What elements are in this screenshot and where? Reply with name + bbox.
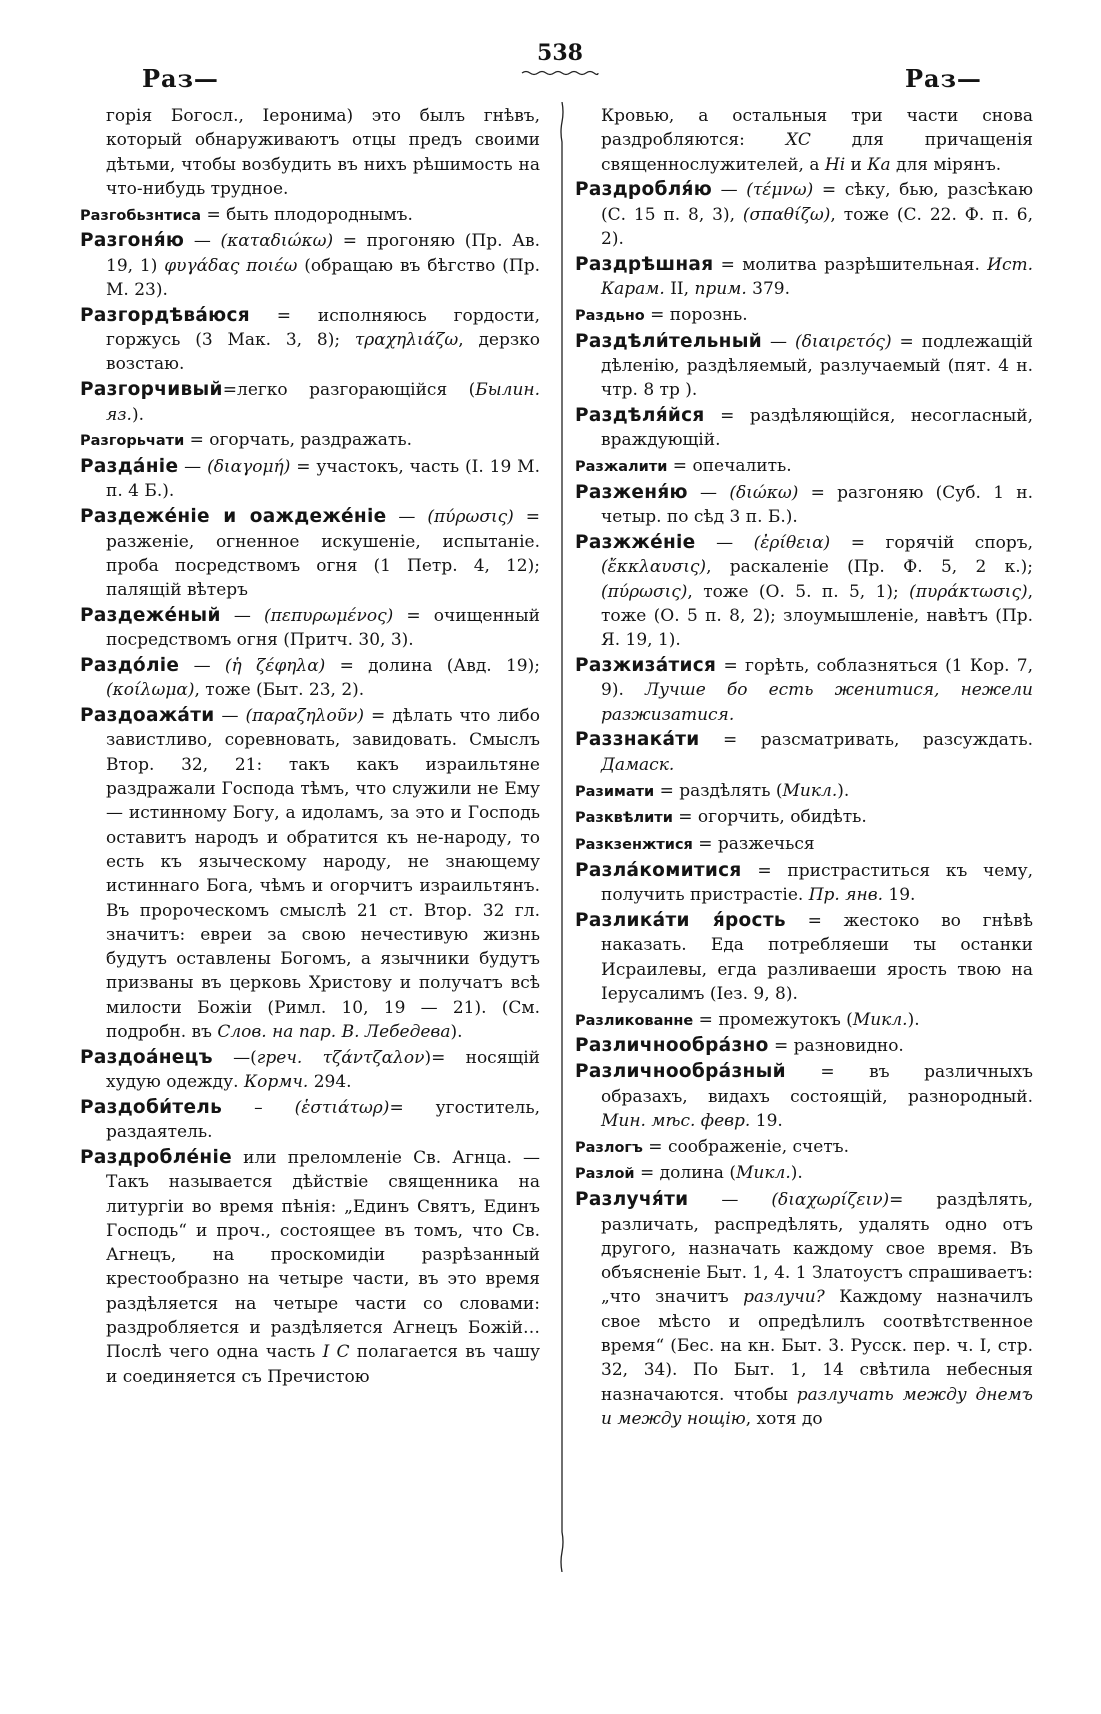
entry-headword: Разлучя́ти xyxy=(575,1189,689,1211)
definition-text: , тоже (О. 5 п. 8, 2); злоумышленіе, навѣтъ (Пр. Я. 19, 1). xyxy=(601,581,1033,651)
dictionary-entry xyxy=(80,455,540,504)
italic-reference: Мин. мѣс. февр. xyxy=(601,1110,751,1131)
entry-headword: Разжиза́тися xyxy=(575,655,717,677)
definition-text: Каждому назначилъ свое мѣсто и опредѣлилъ соотвѣтственное время“ (Бес. на кн. Быт. 3. Русск. пер. ч. I, стр. 32, 34). По Быт. 1, 14 свѣтила небесныя назначаются. чтобы xyxy=(601,1287,1033,1405)
dictionary-entry xyxy=(575,805,1033,830)
definition-text: 294. xyxy=(308,1072,352,1093)
dictionary-entry xyxy=(80,304,540,377)
definition-text: для причащенія священнослужителей, а xyxy=(601,130,1034,175)
italic-reference: Микл. xyxy=(735,1163,791,1184)
entry-headword: Разгорьчати xyxy=(80,433,185,450)
dictionary-entry xyxy=(575,253,1033,302)
greek-equivalent: (ἡ ζέφηλα) xyxy=(224,656,326,677)
definition-text: , хотя до xyxy=(745,1408,823,1429)
entry-headword: Различнообра́зный xyxy=(575,1061,786,1083)
entry-headword: Разликованне xyxy=(575,1012,694,1029)
italic-reference: Пр. янв. xyxy=(808,885,883,906)
greek-equivalent: (διαιρετός) xyxy=(795,331,892,352)
italic-reference: Ист. Карам. xyxy=(601,254,1033,300)
dictionary-entry xyxy=(80,505,540,602)
definition-text: , тоже (О. 5. п. 5, 1); xyxy=(687,581,910,602)
greek-equivalent: φυγάδας ποιέω xyxy=(164,255,298,276)
definition-text: = горячій споръ, xyxy=(830,533,1033,554)
italic-reference: разлучи? xyxy=(743,1287,825,1308)
definition-text: Кровью, а остальныя три части снова раздробляются: xyxy=(601,106,1033,151)
entry-headword: Раздо́ліе xyxy=(80,655,180,677)
entry-headword: Разквѣлити xyxy=(575,810,673,827)
italic-reference: Ка xyxy=(867,154,891,175)
dictionary-entry xyxy=(80,704,540,1044)
greek-equivalent: (ἑστιάτωρ) xyxy=(294,1097,390,1118)
definition-text: и xyxy=(845,154,868,175)
definition-text: 19. xyxy=(883,885,916,906)
definition-text: = разжечься xyxy=(692,834,815,855)
definition-text: = угоститель, раздаятель. xyxy=(106,1097,540,1143)
entry-headword: Раздеже́ный xyxy=(80,604,221,626)
italic-reference: Кормч. xyxy=(243,1072,309,1093)
running-head-left: Раз— xyxy=(142,64,219,93)
dictionary-entry xyxy=(575,728,1033,777)
entry-headword: Раздьно xyxy=(575,307,645,324)
greek-equivalent: (παραζηλοῦν) xyxy=(245,706,364,727)
dictionary-entry xyxy=(575,330,1033,403)
greek-equivalent: (καταδιώκω) xyxy=(220,231,334,252)
entry-headword: Различнообра́зно xyxy=(575,1035,769,1057)
definition-text: (обращаю въ бѣгство (Пр. М. 23). xyxy=(106,255,540,301)
definition-text: —( xyxy=(212,1047,257,1068)
entry-headword: Разгобьзнтиса xyxy=(80,207,202,224)
dictionary-entry xyxy=(575,832,1033,857)
italic-reference: Лучше бо есть женитися, нежели разжизатися. xyxy=(601,680,1033,725)
entry-headword: Раздѣля́йся xyxy=(575,405,705,427)
definition-text: =легко разгорающійся ( xyxy=(222,380,476,401)
dictionary-entry xyxy=(575,404,1033,453)
entry-headword: Разкзенжтися xyxy=(575,837,693,854)
greek-equivalent: (τέμνω) xyxy=(746,180,814,201)
definition-text: – xyxy=(222,1097,295,1118)
italic-reference: разлучать между днемъ и между нощію xyxy=(601,1384,1033,1429)
entry-headword: Раздоби́тель xyxy=(80,1096,223,1118)
dictionary-entry xyxy=(575,859,1033,908)
definition-text: = сѣку, бью, разсѣкаю (С. 15 п. 8, 3), xyxy=(601,180,1033,225)
definition-text: 379. xyxy=(746,279,791,300)
entry-headword: Раздоа́нецъ xyxy=(80,1046,213,1068)
italic-reference: греч. xyxy=(256,1047,303,1068)
definition-text: = очищенный посредствомъ огня (Притч. 30, 3). xyxy=(106,605,540,651)
definition-text: = раздѣляющійся, несогласный, враждующій. xyxy=(601,406,1033,451)
dictionary-entry xyxy=(575,1135,1033,1160)
dictionary-entry xyxy=(80,378,540,427)
definition-text: — xyxy=(688,1190,772,1211)
definition-text: = подлежащій дѣленію, раздѣляемый, разлучаемый (пят. 4 н. чтр. 8 тр ). xyxy=(601,331,1034,401)
entry-headword: Разгордѣва́юся xyxy=(80,304,250,326)
column-divider xyxy=(558,102,566,1572)
definition-text: ). xyxy=(790,1163,803,1184)
right-column xyxy=(575,104,1033,1433)
definition-text: = опечалить. xyxy=(667,456,792,477)
definition-text: = раздѣлять, различать, распредѣлять, удалять одно отъ другого, назначать каждому свое время. Въ объясненіе Быт. 1, 4. 1 Златоустъ спрашиваетъ: „что значитъ xyxy=(601,1190,1033,1308)
definition-text: , раскаленіе (Пр. Ф. 5, 2 к.); xyxy=(706,557,1033,578)
entry-headword: Разлогъ xyxy=(575,1139,643,1156)
entry-headword: Разда́ніе xyxy=(80,456,179,478)
definition-text: = долина (Авд. 19); xyxy=(325,656,540,677)
entry-headword: Раздоажа́ти xyxy=(80,705,215,727)
page-number: 538 xyxy=(537,40,583,66)
definition-text: = раздѣлять ( xyxy=(654,780,783,801)
entry-headword: Разлой xyxy=(575,1166,635,1183)
greek-equivalent: (πυράκτωσις) xyxy=(909,581,1028,602)
definition-text: , тоже (Быт. 23, 2). xyxy=(194,680,365,701)
dictionary-entry xyxy=(80,1146,540,1389)
definition-text: = разгоняю (Суб. 1 н. четыр. по сѣд 3 п. Б.). xyxy=(601,482,1033,528)
definition-text: = долина ( xyxy=(634,1163,736,1184)
left-column xyxy=(80,104,540,1390)
definition-text: — xyxy=(695,533,754,554)
definition-text: ). xyxy=(837,780,850,801)
definition-text: = соображеніе, счетъ. xyxy=(642,1136,849,1157)
entry-headword: Разженя́ю xyxy=(575,481,688,503)
greek-equivalent: (διαγομή) xyxy=(207,457,291,478)
dictionary-entry xyxy=(575,1188,1033,1431)
greek-equivalent: τζάντζαλον xyxy=(322,1047,425,1068)
entry-headword: Раззнака́ти xyxy=(575,729,700,751)
definition-text: II, xyxy=(664,279,695,300)
entry-headword: Разлика́ти я́рость xyxy=(575,910,786,931)
definition-text: — xyxy=(184,231,221,252)
greek-equivalent: (κοίλωμα) xyxy=(106,680,195,701)
dictionary-entry xyxy=(575,303,1033,328)
entry-continuation xyxy=(575,104,1033,177)
definition-text: , дерзко возстаю. xyxy=(106,330,540,375)
definition-text: — xyxy=(762,331,795,352)
definition-text: = дѣлать что либо завистливо, соревновать, завидовать. Смыслъ Втор. 32, 21: такъ какъ израильтяне раздражали Господа тѣмъ, что служили не Ему — истинному Богу, а идоламъ, за это и Господь оставитъ народъ и обратится къ не-народу, то есть къ языческому народу, не знающему истиннаго Бога, чѣмъ и огорчитъ израильтянъ. Въ пророческомъ смыслѣ 21 ст. Втор. 32 гл. значитъ: евреи за свою нечестивую жизнь будутъ оставлены Богомъ, а язычники будутъ призваны въ церковь Христову и получатъ всѣ милости Божіи (Римл. 10, 19 — 21). (См. подробн. въ xyxy=(106,706,541,1042)
definition-text: = разженіе, огненное искушеніе, испытаніе. проба посредствомъ огня (1 Петр. 4, 12); палящій вѣтеръ xyxy=(106,507,540,601)
definition-text: = прогоняю (Пр. Ав. 19, 1) xyxy=(106,231,540,276)
entry-headword: Раздрѣшная xyxy=(575,253,714,275)
italic-reference: Былин. яз. xyxy=(106,380,540,425)
italic-reference: ХС xyxy=(785,130,811,151)
definition-text: полагается въ чашу и соединяется съ Пречистою xyxy=(106,1342,540,1387)
definition-text: или преломленіе Св. Агнца. — Такъ называется дѣйствіе священника на литургіи во время пѣнія: „Единъ Святъ, Единъ Господь“ и проч., состоящее въ томъ, что Св. Агнецъ, на проскомидіи разрѣзанный крестообразно на четыре части, въ это время раздѣляется на четыре части со словами: раздробляется и раздѣляется Агнецъ Божій… Послѣ чего одна часть xyxy=(106,1147,540,1363)
dictionary-entry xyxy=(80,428,540,453)
definition-text: = быть плодороднымъ. xyxy=(201,204,413,225)
dictionary-entry xyxy=(80,1096,540,1145)
italic-reference: Дамаск. xyxy=(601,754,675,775)
definition-text: , тоже (С. 22. Ф. п. 6, 2). xyxy=(601,204,1033,249)
definition-text: = въ различныхъ образахъ, видахъ состоящій, разнородный. xyxy=(601,1062,1033,1107)
entry-continuation xyxy=(80,104,540,201)
italic-reference: Микл. xyxy=(852,1009,908,1030)
greek-equivalent: (διαχωρίζειν) xyxy=(771,1190,890,1211)
definition-text: = горѣть, соблазняться (1 Кор. 7, 9). xyxy=(601,656,1033,701)
dictionary-entry xyxy=(575,1060,1033,1133)
dictionary-entry xyxy=(80,1046,540,1095)
definition-text: — xyxy=(687,482,730,503)
dictionary-entry xyxy=(575,1161,1033,1186)
greek-equivalent: (πύρωσις) xyxy=(601,581,688,602)
entry-headword: Раздробле́ніе xyxy=(80,1146,232,1168)
greek-equivalent: (σπαθίζω) xyxy=(742,204,831,225)
italic-reference: Микл. xyxy=(782,780,838,801)
dictionary-entry xyxy=(80,203,540,228)
definition-text: = промежутокъ ( xyxy=(693,1009,853,1030)
entry-headword: Разгоня́ю xyxy=(80,230,185,252)
definition-text: — xyxy=(178,457,208,478)
definition-text: — xyxy=(712,180,747,201)
entry-headword: Разла́комитися xyxy=(575,859,742,881)
dictionary-entry xyxy=(575,531,1033,652)
definition-text: = огорчать, раздражать. xyxy=(184,430,412,451)
definition-text: = участокъ, часть (І. 19 М. п. 4 Б.). xyxy=(106,457,540,502)
page-number-wavy-rule xyxy=(520,70,600,76)
definition-text xyxy=(302,1048,322,1068)
dictionary-entry xyxy=(575,909,1033,1006)
definition-text: = огорчить, обидѣть. xyxy=(672,807,867,828)
definition-text: )= носящій худую одежду. xyxy=(106,1047,540,1093)
greek-equivalent: (διώκω) xyxy=(729,482,799,503)
greek-equivalent: (πύρωσις) xyxy=(427,507,514,528)
definition-text: = пристраститься къ чему, получить пристрастіе. xyxy=(601,860,1033,906)
entry-headword: Разжалити xyxy=(575,459,668,476)
definition-text: — xyxy=(386,507,428,528)
italic-reference: Ні xyxy=(824,154,846,175)
dictionary-entry xyxy=(80,229,540,302)
entry-headword: Разгорчивый xyxy=(80,379,223,401)
definition-text: ). xyxy=(131,404,144,425)
definition-text: = порознь. xyxy=(644,304,748,325)
definition-text: — xyxy=(220,605,265,626)
dictionary-entry xyxy=(575,481,1033,530)
definition-text: = исполняюсь гордости, горжусь (3 Мак. 3, 8); xyxy=(106,305,540,351)
dictionary-entry xyxy=(575,1034,1033,1058)
dictionary-entry xyxy=(575,654,1033,727)
entry-headword: Раздѣли́тельный xyxy=(575,330,763,352)
entry-headword: Разжже́ніе xyxy=(575,532,696,554)
running-head-right: Раз— xyxy=(905,64,982,93)
definition-text: ). xyxy=(450,1021,463,1042)
definition-text: для мірянъ. xyxy=(890,154,1002,175)
dictionary-entry xyxy=(80,654,540,703)
greek-equivalent: (ἐρίθεια) xyxy=(753,533,831,554)
entry-headword: Раздробля́ю xyxy=(575,179,713,201)
entry-headword: Раздеже́ніе и оаждеже́ніе xyxy=(80,506,387,528)
dictionary-entry xyxy=(575,1008,1033,1033)
italic-reference: прим. xyxy=(694,279,747,300)
italic-reference: І С xyxy=(322,1342,350,1363)
definition-text: = разсматривать, разсуждать. xyxy=(699,730,1033,751)
definition-text: горія Богосл., Іеронима) это былъ гнѣвъ, который обнаруживаютъ отцы предъ своими дѣтьми, чтобы возбудить въ нихъ рѣшимость на что-нибудь трудное. xyxy=(106,106,540,199)
dictionary-entry xyxy=(575,454,1033,479)
greek-equivalent: τραχηλιάζω xyxy=(354,330,459,351)
definition-text: = молитва разрѣшительная. xyxy=(713,254,988,275)
dictionary-entry xyxy=(575,178,1033,251)
definition-text: — xyxy=(179,656,225,677)
italic-reference: Слов. на пар. В. Лебедева xyxy=(217,1021,451,1042)
entry-headword: Разимати xyxy=(575,783,655,800)
definition-text: — xyxy=(214,706,246,727)
dictionary-entry xyxy=(575,779,1033,804)
greek-equivalent: (ἔκκλαυσις) xyxy=(601,557,707,578)
greek-equivalent: (πεπυρωμένος) xyxy=(264,605,394,626)
definition-text: = разновидно. xyxy=(768,1036,904,1057)
definition-text: 19. xyxy=(750,1110,783,1131)
definition-text: ). xyxy=(907,1009,920,1030)
definition-text: = жестоко во гнѣвѣ наказать. Еда потребляеши ты останки Исраилевы, егда разливаеши ярость твою на Іерусалимъ (Іез. 9, 8). xyxy=(601,911,1033,1004)
dictionary-entry xyxy=(80,604,540,653)
